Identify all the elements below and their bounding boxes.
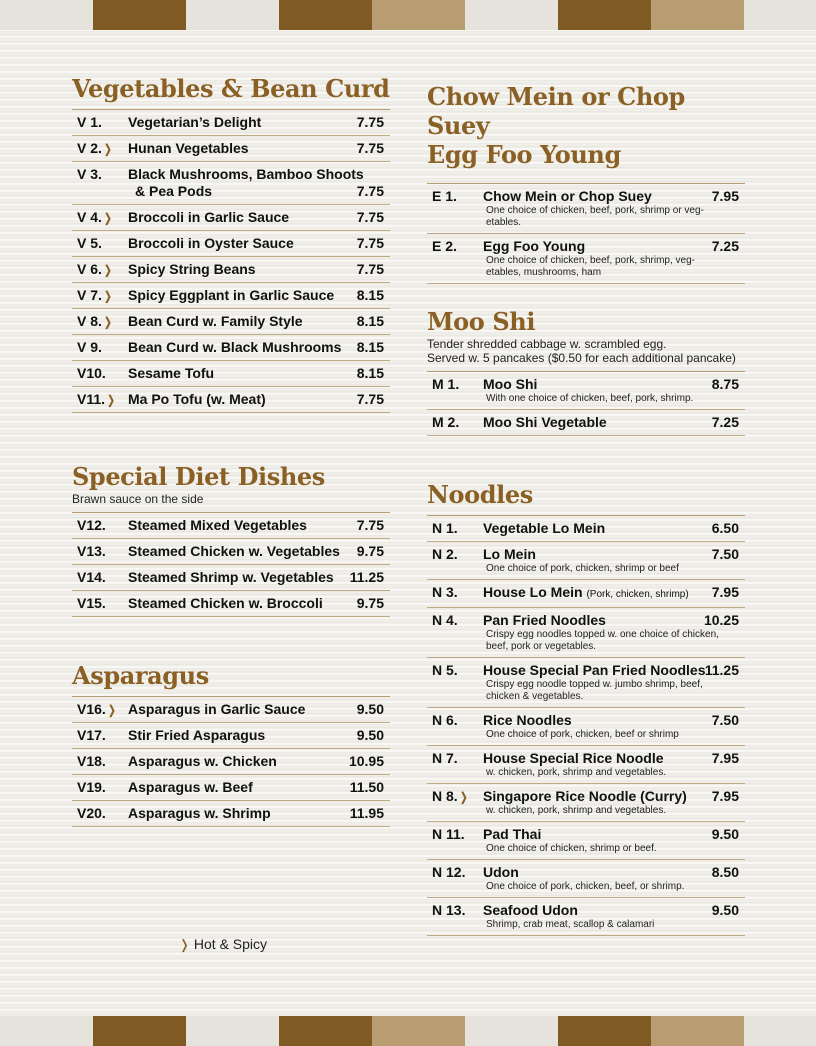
item-description: One choice of pork, chicken, shrimp or beef (486, 563, 679, 574)
item-code-text: V19. (77, 779, 106, 795)
item-name (483, 412, 745, 431)
item-name (128, 515, 390, 534)
item-price: 7.75 (356, 183, 384, 199)
menu-item (427, 410, 745, 436)
item-code (77, 569, 131, 585)
item-code (77, 595, 131, 611)
item-code-text: N 7. (432, 750, 458, 766)
item-name-text: Asparagus in Garlic Sauce (128, 701, 306, 717)
item-code (77, 779, 131, 795)
section-title: Vegetables & Bean Curd (72, 74, 390, 103)
item-price: 7.95 (711, 788, 739, 804)
item-code-text: V 6. (77, 261, 102, 277)
menu-item (72, 723, 390, 749)
item-name-text: Black Mushrooms, Bamboo Shoots (128, 166, 364, 182)
menu-item (427, 234, 745, 284)
item-name-text: Vegetable Lo Mein (483, 520, 606, 536)
item-code (77, 701, 131, 717)
menu-item (427, 542, 745, 580)
item-name (128, 112, 390, 131)
chili-pepper-icon: ❭ (102, 211, 113, 225)
item-name (128, 337, 390, 356)
item-code (432, 584, 486, 600)
menu-item (72, 565, 390, 591)
item-description: Shrimp, crab meat, scallop & calamari (486, 919, 655, 930)
item-code-text: V 3. (77, 166, 102, 182)
item-code-text: N 1. (432, 520, 458, 536)
item-code-text: V 7. (77, 287, 102, 303)
item-name (483, 900, 745, 919)
item-name-text: Pad Thai (483, 826, 542, 842)
item-code-text: V15. (77, 595, 106, 611)
item-code (432, 238, 486, 254)
item-price: 9.50 (711, 902, 739, 918)
menu-item (72, 136, 390, 162)
section-chow-mein (427, 82, 745, 284)
menu-item (427, 516, 745, 542)
item-name-text: Steamed Chicken w. Vegetables (128, 543, 340, 559)
item-name (128, 259, 390, 278)
item-price: 7.75 (356, 517, 384, 533)
menu-item (72, 697, 390, 723)
item-code (432, 864, 486, 880)
menu-item (72, 361, 390, 387)
item-price: 9.50 (711, 826, 739, 842)
item-name-text: Broccoli in Oyster Sauce (128, 235, 294, 251)
item-code-text: N 6. (432, 712, 458, 728)
item-code-text: M 1. (432, 376, 460, 392)
item-description: w. chicken, pork, shrimp and vegetables. (486, 767, 667, 778)
item-name (483, 544, 745, 563)
item-price: 11.95 (349, 805, 384, 821)
item-code (432, 546, 486, 562)
item-code (77, 339, 131, 355)
item-name-text: Udon (483, 864, 519, 880)
item-code-text: V14. (77, 569, 106, 585)
item-name-text: Singapore Rice Noodle (Curry) (483, 788, 687, 804)
item-code (77, 805, 131, 821)
legend (178, 936, 267, 953)
item-name (483, 710, 745, 729)
item-price: 7.95 (711, 750, 739, 766)
item-description: w. chicken, pork, shrimp and vegetables. (486, 805, 667, 816)
menu-item (72, 205, 390, 231)
item-name-text: Lo Mein (483, 546, 536, 562)
item-code (432, 902, 486, 918)
item-price: 9.50 (356, 701, 384, 717)
item-price: 8.15 (356, 287, 384, 303)
menu-list (72, 109, 390, 413)
menu-item (427, 822, 745, 860)
item-code-text: V 1. (77, 114, 102, 130)
item-name (483, 236, 745, 255)
item-code (77, 727, 131, 743)
item-code (77, 543, 131, 559)
menu-item (72, 539, 390, 565)
item-name-text: Asparagus w. Shrimp (128, 805, 271, 821)
item-code (432, 188, 486, 204)
section-asparagus (72, 661, 390, 827)
top-color-band (0, 0, 816, 30)
menu-item (427, 372, 745, 410)
item-name-text: Egg Foo Young (483, 238, 586, 254)
menu-item (427, 860, 745, 898)
item-code-text: M 2. (432, 414, 460, 430)
item-price: 9.75 (356, 543, 384, 559)
section-note: Served w. 5 pancakes ($0.50 for each additional pancake) (427, 351, 736, 365)
item-price: 11.25 (704, 662, 739, 678)
item-name (128, 138, 390, 157)
item-description: One choice of pork, chicken, beef, or shrimp. (486, 881, 685, 892)
chili-pepper-icon: ❭ (458, 790, 469, 804)
section-title: Chow Mein or Chop Suey (427, 82, 685, 140)
item-name-text: Asparagus w. Chicken (128, 753, 277, 769)
item-name-text: Moo Shi (483, 376, 538, 392)
item-price: 11.50 (349, 779, 384, 795)
menu-item (72, 335, 390, 361)
item-price: 7.95 (711, 188, 739, 204)
menu-list (427, 371, 745, 436)
item-price: 9.50 (356, 727, 384, 743)
item-name-text: Ma Po Tofu (w. Meat) (128, 391, 266, 407)
chili-pepper-icon: ❭ (106, 393, 117, 407)
menu-item (72, 775, 390, 801)
menu-item (72, 801, 390, 827)
menu-item (427, 608, 745, 658)
item-code-text: V 8. (77, 313, 102, 329)
chili-pepper-icon: ❭ (106, 703, 117, 717)
section-title: Noodles (427, 480, 533, 509)
menu-item (72, 749, 390, 775)
item-name-text: Bean Curd w. Family Style (128, 313, 303, 329)
item-price: 7.75 (356, 140, 384, 156)
menu-list (427, 183, 745, 284)
item-price: 7.25 (711, 414, 739, 430)
item-name (483, 824, 745, 843)
item-code-text: V12. (77, 517, 106, 533)
menu-item (427, 784, 745, 822)
item-code (77, 114, 131, 130)
chili-pepper-icon: ❭ (102, 142, 113, 156)
item-name (128, 541, 390, 560)
item-name-text: Asparagus w. Beef (128, 779, 253, 795)
item-code-text: E 2. (432, 238, 457, 254)
item-name (128, 725, 390, 744)
item-code-text: N 12. (432, 864, 466, 880)
item-name-text: Chow Mein or Chop Suey (483, 188, 652, 204)
item-name-text: House Lo Mein (483, 584, 583, 600)
menu-item (72, 231, 390, 257)
item-name (483, 374, 745, 393)
item-code-text: V16. (77, 701, 106, 717)
chili-pepper-icon: ❭ (102, 263, 113, 277)
item-code-text: E 1. (432, 188, 457, 204)
menu-item (427, 184, 745, 234)
item-name-note: (Pork, chicken, shrimp) (586, 589, 689, 600)
item-code-text: N 4. (432, 612, 458, 628)
item-code-text: V 9. (77, 339, 102, 355)
menu-list (72, 696, 390, 827)
item-price: 8.50 (711, 864, 739, 880)
item-name (128, 207, 390, 226)
item-name (483, 186, 745, 205)
item-code-text: V13. (77, 543, 106, 559)
item-price: 7.95 (711, 584, 739, 600)
chili-pepper-icon: ❭ (179, 937, 190, 952)
item-code (77, 391, 131, 407)
item-code (432, 826, 486, 842)
item-price: 8.15 (356, 339, 384, 355)
item-price: 8.15 (356, 365, 384, 381)
item-name (128, 233, 390, 252)
item-name-text: Spicy Eggplant in Garlic Sauce (128, 287, 335, 303)
menu-item (72, 591, 390, 617)
section-note: Tender shredded cabbage w. scrambled egg. (427, 337, 667, 351)
item-name (128, 593, 390, 612)
item-name (128, 164, 390, 183)
item-code-text: N 11. (432, 826, 465, 842)
item-name-text: Spicy String Beans (128, 261, 256, 277)
item-name-line2: & Pea Pods (135, 183, 213, 199)
item-code (77, 753, 131, 769)
item-name (128, 311, 390, 330)
item-name (128, 285, 390, 304)
item-code-text: V 2. (77, 140, 102, 156)
menu-item (427, 580, 745, 608)
item-code-text: V18. (77, 753, 106, 769)
item-name-text: Steamed Chicken w. Broccoli (128, 595, 323, 611)
item-description: One choice of chicken, beef, pork, shrimp, veg-etables, mushrooms, ham (486, 255, 695, 278)
item-price: 7.50 (711, 546, 739, 562)
menu-item (427, 658, 745, 708)
item-name-text: Vegetarian’s Delight (128, 114, 262, 130)
item-code-text: N 2. (432, 546, 458, 562)
item-name-text: Stir Fried Asparagus (128, 727, 266, 743)
item-price: 7.75 (356, 391, 384, 407)
item-price: 7.50 (711, 712, 739, 728)
menu-list (72, 512, 390, 617)
legend-label: Hot & Spicy (193, 936, 268, 952)
chili-pepper-icon: ❭ (102, 315, 113, 329)
item-code (432, 788, 486, 804)
item-name (483, 786, 745, 805)
item-code (77, 235, 131, 251)
item-name-text: House Special Rice Noodle (483, 750, 664, 766)
item-code (77, 166, 131, 182)
item-code (432, 662, 486, 678)
menu-list (427, 515, 745, 936)
section-vegetables (72, 74, 390, 413)
item-price: 8.15 (356, 313, 384, 329)
item-price: 7.75 (356, 261, 384, 277)
item-name (128, 699, 390, 718)
item-name (483, 518, 745, 537)
section-noodles (427, 480, 745, 936)
chili-pepper-icon: ❭ (102, 289, 113, 303)
item-name (483, 862, 745, 881)
item-price: 10.95 (348, 753, 384, 769)
item-name (483, 582, 745, 603)
section-title: Asparagus (72, 661, 209, 690)
item-price: 8.75 (711, 376, 739, 392)
item-name-text: Steamed Shrimp w. Vegetables (128, 569, 334, 585)
item-code (77, 517, 131, 533)
item-code (77, 313, 131, 329)
item-price: 7.75 (356, 235, 384, 251)
item-name-text: House Special Pan Fried Noodles (483, 662, 706, 678)
item-name (128, 389, 390, 408)
item-description: Crispy egg noodles topped w. one choice of chicken, beef, pork or vegetables. (486, 629, 719, 652)
menu-item (427, 708, 745, 746)
section-note: Brawn sauce on the side (72, 492, 204, 506)
item-code-text: V11. (77, 391, 106, 407)
section-title: Special Diet Dishes (72, 462, 325, 491)
menu-item (72, 283, 390, 309)
item-code-text: N 8. (432, 788, 458, 804)
item-description: One choice of chicken, beef, pork, shrimp or veg-etables. (486, 205, 704, 228)
item-price: 7.75 (356, 114, 384, 130)
item-code (77, 287, 131, 303)
item-code (432, 712, 486, 728)
item-name-text: Broccoli in Garlic Sauce (128, 209, 290, 225)
item-name-text: Pan Fried Noodles (483, 612, 606, 628)
menu-item (72, 513, 390, 539)
section-moo-shi (427, 307, 745, 436)
item-description: One choice of chicken, shrimp or beef. (486, 843, 657, 854)
item-price: 10.25 (703, 612, 739, 628)
bottom-color-band (0, 1016, 816, 1046)
menu-item (72, 162, 390, 205)
menu-item (72, 110, 390, 136)
item-price: 7.75 (356, 209, 384, 225)
menu-item (427, 746, 745, 784)
item-name-text: Sesame Tofu (128, 365, 215, 381)
item-code (432, 612, 486, 628)
item-code (77, 261, 131, 277)
item-code (432, 376, 486, 392)
menu-item (72, 309, 390, 335)
item-code (432, 520, 486, 536)
item-name-text: Hunan Vegetables (128, 140, 249, 156)
item-code-text: V 4. (77, 209, 102, 225)
section-special-diet (72, 462, 390, 617)
item-name (128, 363, 390, 382)
item-code-text: V17. (77, 727, 106, 743)
item-name-text: Seafood Udon (483, 902, 578, 918)
item-code-text: N 5. (432, 662, 458, 678)
item-price: 6.50 (711, 520, 739, 536)
item-code-text: V10. (77, 365, 106, 381)
item-description: With one choice of chicken, beef, pork, shrimp. (486, 393, 694, 404)
menu-item (427, 898, 745, 936)
section-title-line2: Egg Foo Young (427, 140, 621, 169)
item-code-text: V 5. (77, 235, 102, 251)
item-code-text: N 3. (432, 584, 458, 600)
item-name-text: Moo Shi Vegetable (483, 414, 607, 430)
item-name-text: Rice Noodles (483, 712, 572, 728)
item-code (77, 365, 131, 381)
item-price: 7.25 (711, 238, 739, 254)
item-name-text: Bean Curd w. Black Mushrooms (128, 339, 342, 355)
item-code (77, 209, 131, 225)
item-code-text: N 13. (432, 902, 466, 918)
item-price: 9.75 (356, 595, 384, 611)
section-title: Moo Shi (427, 307, 536, 336)
item-code (432, 750, 486, 766)
item-name-text: Steamed Mixed Vegetables (128, 517, 307, 533)
menu-item (72, 387, 390, 413)
menu-item (72, 257, 390, 283)
item-price: 11.25 (349, 569, 384, 585)
item-description: One choice of pork, chicken, beef or shrimp (486, 729, 679, 740)
item-code (432, 414, 486, 430)
item-description: Crispy egg noodle topped w. jumbo shrimp, beef, chicken & vegetables. (486, 679, 703, 702)
item-name (483, 748, 745, 767)
item-code-text: V20. (77, 805, 106, 821)
item-code (77, 140, 131, 156)
